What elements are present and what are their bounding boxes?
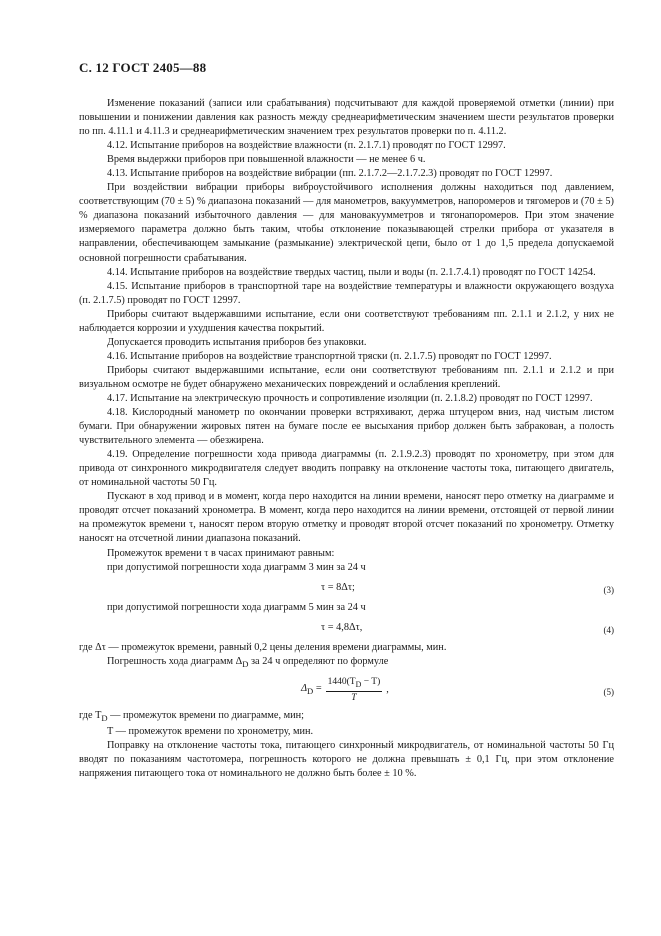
- formula-5-number: (5): [603, 686, 614, 697]
- formula-intro-delta-d: [79, 655, 614, 671]
- text-fragment: Погрешность хода диаграмм Δ: [107, 655, 243, 667]
- formula-3-expression: τ = 8Δτ;: [321, 581, 355, 593]
- definition-t: T — промежуток времени по хронометру, мин.: [107, 725, 314, 737]
- formula-4-expression: τ = 4,8Δτ,: [321, 621, 363, 633]
- formula-intro-3min: при допустимой погрешности хода диаграмм 3 мин за 24 ч: [107, 561, 366, 573]
- paragraph: 4.16. Испытание приборов на воздействие транспортной тряски (п. 2.1.7.5) проводят по ГОСТ 12997.: [107, 350, 552, 362]
- formula-5: [79, 673, 614, 707]
- paragraph: Изменение показаний (записи или срабатывания) подсчитывают для каждой проверяемой отметки (линии) при повышении и понижении давления как разность между среднеарифметическим значением шести результатов проверки по пп. 4.11.1 и 4.11.3 и среднеарифметическим значением трех результатов проверки по п. 4.11.2.: [79, 98, 614, 138]
- fraction-numerator: [326, 676, 383, 692]
- paragraph: При воздействии вибрации приборы виброустойчивого исполнения должны находиться под давлением, соответствующим (70 ± 5) % диапазона показаний — для манометров, вакуумметров, напоромеров и тягомеров и (70 ± 5) % диапазона показаний избыточного давления — для мановакуумметров и тягонапоромеров. При этом значение измеряемого параметра должно быть таким, чтобы отклонение показывающей стрелки прибора от указателя в направлении, обеспечивающем замыкание (размыкание) электрической цепи, было от 1 до 1,5 предела допускаемой основной погрешности срабатывания.: [79, 182, 614, 264]
- text-fragment: 1440(T: [327, 676, 356, 687]
- paragraph: Время выдержки приборов при повышенной влажности — не менее 6 ч.: [107, 154, 426, 166]
- formula-5-lhs: [301, 682, 322, 698]
- definition-td: [79, 709, 614, 725]
- subscript: D: [242, 658, 249, 669]
- page-header: С. 12 ГОСТ 2405—88: [79, 60, 207, 75]
- formula-3-number: (3): [603, 584, 614, 595]
- text-fragment: где T: [79, 709, 102, 721]
- paragraph: 4.15. Испытание приборов в транспортной таре на воздействие температуры и влажности окружающего воздуха (п. 2.1.7.5) проводят по ГОСТ 12997.: [79, 280, 614, 306]
- formula-4: [79, 617, 614, 639]
- paragraph: 4.17. Испытание на электрическую прочность и сопротивление изоляции (п. 2.1.8.2) проводят по ГОСТ 12997.: [107, 392, 593, 404]
- text-fragment: T: [351, 692, 357, 703]
- formula-5-expression: [301, 676, 389, 704]
- paragraph-closing: Поправку на отклонение частоты тока, питающего синхронный микродвигатель, от номинальной частоты 50 Гц вводят по показаниям частотомера, погрешность которого не должна превышать ± 0,1 Гц, при этом отклонение напряжения питающего тока от номинального не должно быть более ± 10 %.: [79, 739, 614, 780]
- text-fragment: за 24 ч определяют по формуле: [248, 655, 389, 667]
- definition-delta-tau: где Δτ — промежуток времени, равный 0,2 цены деления времени диаграммы, мин.: [79, 641, 447, 653]
- subscript: D: [307, 685, 314, 696]
- paragraph: 4.14. Испытание приборов на воздействие твердых частиц, пыли и воды (п. 2.1.7.4.1) проводят по ГОСТ 14254.: [107, 266, 596, 278]
- paragraph: Приборы считают выдержавшими испытание, если они соответствуют требованиям пп. 2.1.1 и 2.1.2 и при визуальном осмотре не будет обнаружено механических повреждений и ослабления креплений.: [79, 364, 614, 390]
- document-body: [79, 97, 614, 781]
- subscript: D: [101, 712, 108, 723]
- subscript: D: [355, 679, 362, 689]
- paragraph: Приборы считают выдержавшими испытание, если они соответствуют требованиям пп. 2.1.1 и 2.1.2, у них не наблюдается коррозии и ухудшения качества покрытий.: [79, 308, 614, 334]
- paragraph: 4.12. Испытание приборов на воздействие влажности (п. 2.1.7.1) проводят по ГОСТ 12997.: [107, 140, 506, 152]
- paragraph: Пускают в ход привод и в момент, когда перо находится на линии времени, наносят перо отметку на диаграмме и проводят отсчет показаний хронометра. В момент, когда перо находится на линии времени, отстоящей от первой линии на промежуток времени τ, наносят пером вторую отметку и проводят второй отсчет показаний по хронометру. Отметку наносят на отсчетной линии диапазона показаний.: [79, 491, 614, 545]
- fraction-denominator: [351, 692, 356, 704]
- paragraph: Промежуток времени τ в часах принимают равным:: [107, 547, 335, 559]
- punctuation: ,: [386, 683, 389, 695]
- formula-4-number: (4): [603, 624, 614, 635]
- equals-sign: =: [313, 682, 322, 694]
- text-fragment: — промежуток времени по диаграмме, мин;: [107, 709, 304, 721]
- paragraph: 4.18. Кислородный манометр по окончании проверки встряхивают, держа штуцером вниз, над чистым листом бумаги. При обнаружении жировых пятен на бумаге после ее высыхания прибор должен быть забракован, а полость чувствительного элемента — обезжирена.: [79, 407, 614, 447]
- text-fragment: − T): [361, 676, 381, 687]
- formula-intro-5min: при допустимой погрешности хода диаграмм 5 мин за 24 ч: [107, 601, 366, 613]
- formula-3: [79, 577, 614, 599]
- delta-symbol: Δ: [301, 682, 308, 694]
- paragraph: 4.13. Испытание приборов на воздействие вибрации (пп. 2.1.7.2—2.1.7.2.3) проводят по ГОСТ 12997.: [107, 168, 553, 180]
- paragraph: Допускается проводить испытания приборов без упаковки.: [107, 336, 367, 348]
- paragraph: 4.19. Определение погрешности хода привода диаграммы (п. 2.1.9.2.3) проводят по хронометру, при этом для привода от синхронного микродвигателя следует вводить поправку на отклонение частоты тока, питающего двигатель, от номинальной частоты 50 Гц.: [79, 449, 614, 489]
- formula-5-fraction: [326, 676, 383, 704]
